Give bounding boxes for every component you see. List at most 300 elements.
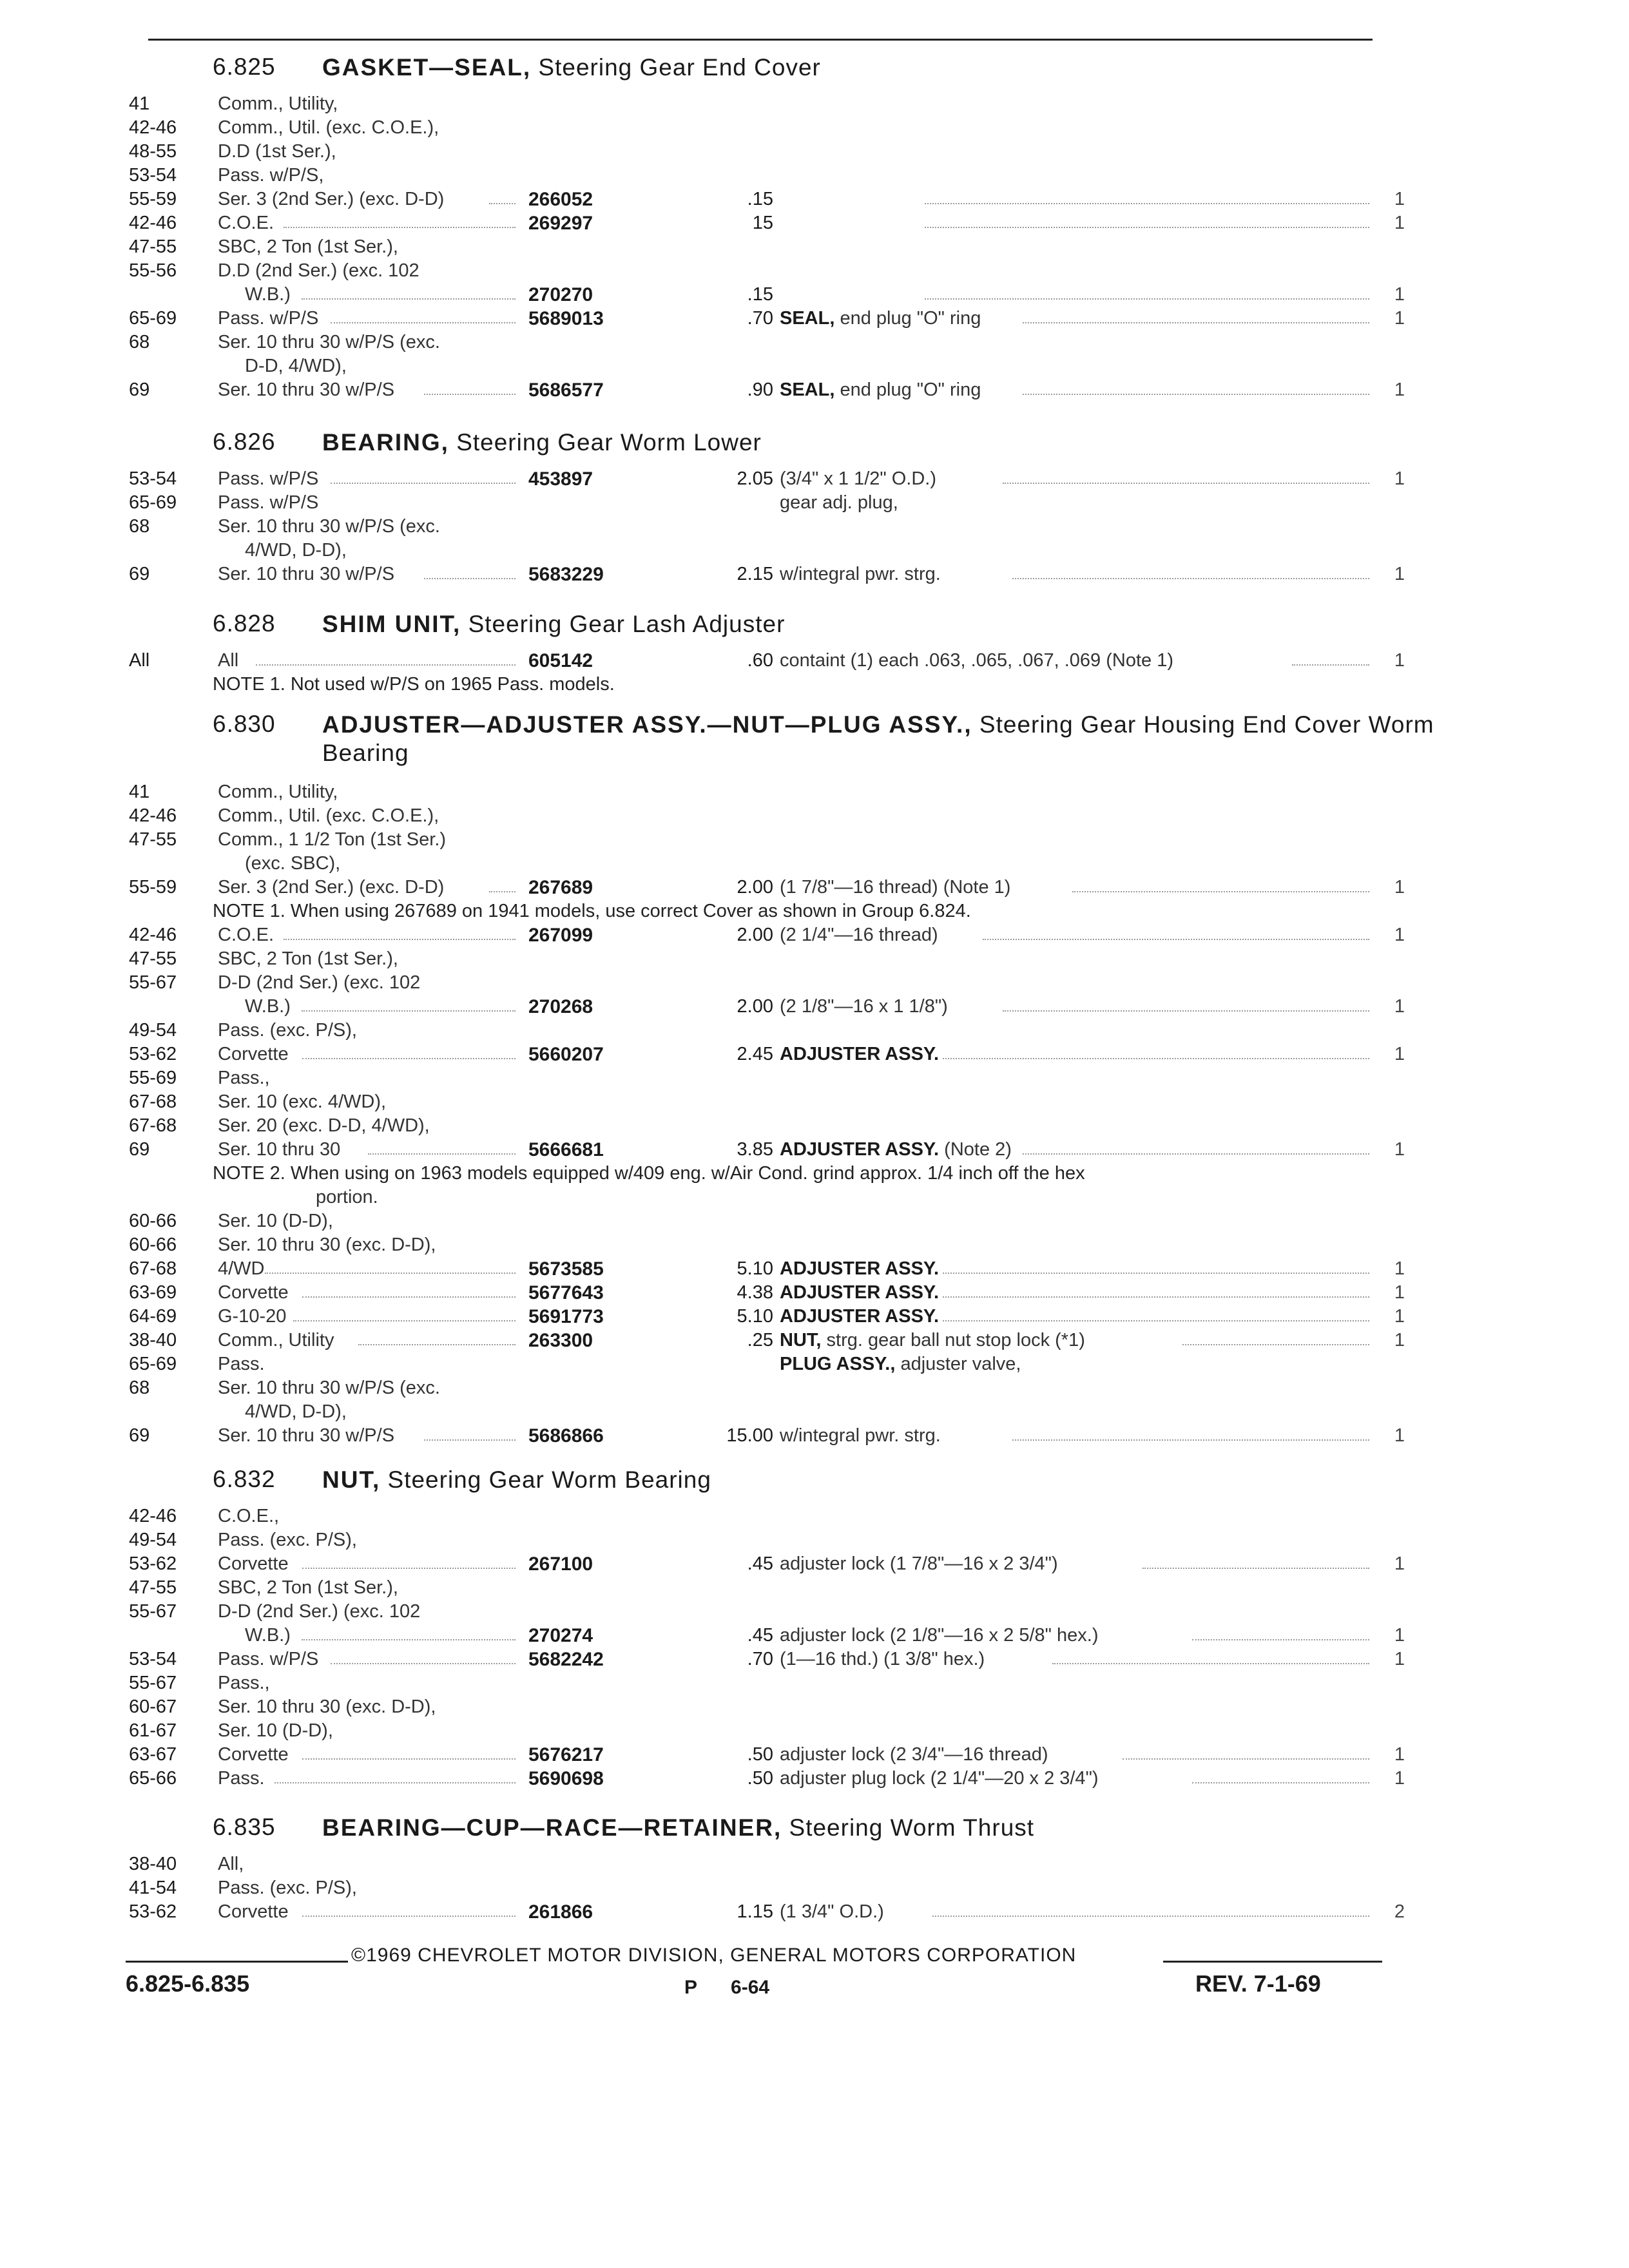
dot-leader-application xyxy=(284,939,516,940)
list-price: .50 xyxy=(747,1768,773,1789)
section-heading xyxy=(129,1814,1495,1854)
description-text: adjuster lock (1 7/8"—16 x 2 3/4") xyxy=(780,1553,1058,1574)
parts-row xyxy=(129,1258,1495,1282)
model-years: 55-59 xyxy=(129,189,177,209)
quantity: 1 xyxy=(1394,1553,1405,1574)
section-title-subject: Steering Gear Worm Lower xyxy=(456,429,762,456)
dot-leader xyxy=(943,1273,1369,1274)
application: Corvette xyxy=(218,1901,289,1922)
model-years: 69 xyxy=(129,1425,150,1446)
application: Ser. 10 (exc. 4/WD), xyxy=(218,1091,387,1112)
part-description xyxy=(780,1649,985,1670)
note-line xyxy=(129,901,1495,925)
dot-leader-application xyxy=(302,1916,516,1917)
part-number: 5686866 xyxy=(528,1425,604,1446)
part-number: 5676217 xyxy=(528,1744,604,1765)
model-years: 47-55 xyxy=(129,236,177,257)
dot-leader-application xyxy=(302,1010,516,1012)
application: 4/WD, D-D), xyxy=(245,1401,347,1422)
section-title xyxy=(322,1814,1482,1842)
model-years: 53-62 xyxy=(129,1901,177,1922)
dot-leader-application xyxy=(302,1058,516,1059)
dot-leader-application xyxy=(331,483,516,484)
parts-row xyxy=(129,1720,1495,1744)
model-years: 53-54 xyxy=(129,1649,177,1669)
section-6-828 xyxy=(129,610,1495,698)
section-6-835 xyxy=(129,1814,1495,1925)
model-years: 68 xyxy=(129,332,150,352)
application: 4/WD xyxy=(218,1258,265,1279)
application: W.B.) xyxy=(245,1625,291,1646)
quantity: 1 xyxy=(1394,564,1405,584)
dot-leader-application xyxy=(275,1782,516,1783)
list-price: 2.00 xyxy=(737,877,773,898)
quantity: 1 xyxy=(1394,996,1405,1017)
description-text: (2 1/8"—16 x 1 1/8") xyxy=(780,996,948,1017)
section-title xyxy=(322,610,1482,639)
model-years: 41 xyxy=(129,782,150,802)
model-years: 67-68 xyxy=(129,1115,177,1136)
model-years: 60-67 xyxy=(129,1696,177,1717)
part-number: 261866 xyxy=(528,1901,593,1923)
dot-leader xyxy=(1292,664,1369,666)
model-years: 55-67 xyxy=(129,1673,177,1693)
model-years: 42-46 xyxy=(129,117,177,138)
parts-row xyxy=(129,1401,1495,1425)
description-part-name: ADJUSTER ASSY. xyxy=(780,1258,940,1279)
model-years: 69 xyxy=(129,1139,150,1160)
description-part-name: PLUG ASSY., xyxy=(780,1354,896,1374)
note-text: NOTE 2. When using on 1963 models equipped w/409 eng. w/Air Cond. grind approx. 1/4 inch off the hex xyxy=(213,1163,1085,1184)
parts-row xyxy=(129,1553,1495,1577)
section-title-part: NUT, xyxy=(322,1466,381,1493)
list-price: .70 xyxy=(747,1649,773,1669)
dot-leader xyxy=(1003,1010,1369,1012)
parts-row xyxy=(129,260,1495,284)
quantity: 1 xyxy=(1394,1425,1405,1446)
model-years: 38-40 xyxy=(129,1330,177,1350)
application: D.D (2nd Ser.) (exc. 102 xyxy=(218,260,419,281)
section-heading xyxy=(129,53,1495,93)
quantity: 1 xyxy=(1394,213,1405,233)
footer-copyright: ©1969 CHEVROLET MOTOR DIVISION, GENERAL MOTORS CORPORATION xyxy=(351,1945,1077,1966)
application: G-10-20 xyxy=(218,1306,287,1327)
model-years: 47-55 xyxy=(129,829,177,850)
list-price: .90 xyxy=(747,380,773,400)
part-number: 267100 xyxy=(528,1553,593,1575)
model-years: 65-69 xyxy=(129,492,177,513)
model-years: 65-69 xyxy=(129,1354,177,1374)
quantity: 1 xyxy=(1394,650,1405,671)
section-heading xyxy=(129,610,1495,650)
application: Comm., Util. (exc. C.O.E.), xyxy=(218,117,439,138)
application: Ser. 20 (exc. D-D, 4/WD), xyxy=(218,1115,430,1136)
parts-row xyxy=(129,1878,1495,1901)
part-number: 5690698 xyxy=(528,1768,604,1789)
application: Corvette xyxy=(218,1553,289,1574)
parts-row xyxy=(129,1211,1495,1235)
part-description xyxy=(780,925,938,946)
list-price: 5.10 xyxy=(737,1306,773,1327)
section-title-part: BEARING, xyxy=(322,429,449,456)
parts-row xyxy=(129,1506,1495,1530)
description-text: adjuster valve, xyxy=(900,1354,1021,1374)
list-price: .50 xyxy=(747,1744,773,1765)
quantity: 1 xyxy=(1394,468,1405,489)
list-price: .60 xyxy=(747,650,773,671)
dot-leader-application xyxy=(293,1320,516,1321)
list-price: .25 xyxy=(747,1330,773,1350)
part-number: 270270 xyxy=(528,284,593,305)
part-description xyxy=(780,650,1173,671)
parts-row xyxy=(129,284,1495,308)
application: W.B.) xyxy=(245,284,291,305)
section-6-825 xyxy=(129,53,1495,403)
application: D-D (2nd Ser.) (exc. 102 xyxy=(218,1601,421,1622)
parts-row xyxy=(129,93,1495,117)
parts-row xyxy=(129,1577,1495,1601)
model-years: 47-55 xyxy=(129,1577,177,1598)
description-text: adjuster lock (2 1/8"—16 x 2 5/8" hex.) xyxy=(780,1625,1099,1646)
quantity: 1 xyxy=(1394,284,1405,305)
description-text: (1 3/4" O.D.) xyxy=(780,1901,884,1922)
dot-leader xyxy=(1182,1344,1369,1345)
dot-leader xyxy=(925,203,1369,204)
quantity: 1 xyxy=(1394,380,1405,400)
part-description xyxy=(780,1354,1021,1375)
description-part-name: ADJUSTER ASSY. xyxy=(780,1282,940,1303)
list-price: 3.85 xyxy=(737,1139,773,1160)
parts-row xyxy=(129,165,1495,189)
parts-row xyxy=(129,1354,1495,1378)
parts-row xyxy=(129,1854,1495,1878)
application: Comm., Utility xyxy=(218,1330,334,1350)
application: Ser. 10 thru 30 w/P/S (exc. xyxy=(218,332,440,352)
part-number: 5660207 xyxy=(528,1044,604,1065)
dot-leader xyxy=(932,1916,1369,1917)
application: Comm., 1 1/2 Ton (1st Ser.) xyxy=(218,829,447,850)
parts-row xyxy=(129,1044,1495,1068)
parts-row xyxy=(129,996,1495,1020)
application: Pass., xyxy=(218,1068,270,1088)
part-number: 267689 xyxy=(528,877,593,898)
list-price: 5.10 xyxy=(737,1258,773,1279)
parts-row xyxy=(129,853,1495,877)
list-price: 2.45 xyxy=(737,1044,773,1064)
section-title-part: ADJUSTER—ADJUSTER ASSY.—NUT—PLUG ASSY., xyxy=(322,711,972,738)
part-description xyxy=(780,1901,884,1923)
model-years: 53-62 xyxy=(129,1553,177,1574)
part-number: 267099 xyxy=(528,925,593,946)
parts-row xyxy=(129,356,1495,380)
dot-leader-application xyxy=(331,322,516,323)
dot-leader xyxy=(1012,1439,1369,1441)
note-text: NOTE 1. When using 267689 on 1941 models, use correct Cover as shown in Group 6.824. xyxy=(213,901,971,921)
dot-leader-application xyxy=(358,1344,516,1345)
dot-leader-application xyxy=(424,578,516,579)
parts-row xyxy=(129,236,1495,260)
part-description xyxy=(780,1282,939,1303)
parts-row xyxy=(129,877,1495,901)
quantity: 1 xyxy=(1394,1625,1405,1646)
list-price: 4.38 xyxy=(737,1282,773,1303)
part-number: 5673585 xyxy=(528,1258,604,1280)
description-text: (2 1/4"—16 thread) xyxy=(780,925,938,945)
parts-row xyxy=(129,650,1495,674)
dot-leader xyxy=(1023,1153,1369,1155)
footer-rule-right xyxy=(1163,1961,1382,1963)
model-years: 41 xyxy=(129,93,150,114)
list-price: .45 xyxy=(747,1553,773,1574)
part-description xyxy=(780,1330,1085,1351)
application: Corvette xyxy=(218,1282,289,1303)
description-part-name: NUT, xyxy=(780,1330,822,1350)
application: Pass. w/P/S xyxy=(218,492,319,513)
application: Ser. 10 thru 30 (exc. D-D), xyxy=(218,1235,436,1255)
model-years: 67-68 xyxy=(129,1258,177,1279)
parts-row xyxy=(129,1091,1495,1115)
part-description xyxy=(780,1258,939,1280)
description-text: (3/4" x 1 1/2" O.D.) xyxy=(780,468,937,489)
application: Corvette xyxy=(218,1744,289,1765)
list-price: 2.05 xyxy=(737,468,773,489)
dot-leader xyxy=(1023,322,1369,323)
description-text: w/integral pwr. strg. xyxy=(780,564,941,584)
footer-group-range: 6.825-6.835 xyxy=(126,1970,250,1997)
parts-row xyxy=(129,141,1495,165)
quantity: 1 xyxy=(1394,925,1405,945)
dot-leader-application xyxy=(489,891,516,892)
part-description xyxy=(780,1768,1099,1789)
parts-row xyxy=(129,1306,1495,1330)
section-title-subject: Steering Gear Worm Bearing xyxy=(387,1466,711,1493)
application: 4/WD, D-D), xyxy=(245,540,347,561)
application: All xyxy=(218,650,239,671)
quantity: 1 xyxy=(1394,1330,1405,1350)
parts-row xyxy=(129,380,1495,403)
model-years: 63-69 xyxy=(129,1282,177,1303)
application: Pass. w/P/S xyxy=(218,1649,319,1669)
description-text: end plug "O" ring xyxy=(840,380,981,400)
dot-leader xyxy=(983,939,1369,940)
dot-leader xyxy=(1123,1758,1369,1760)
parts-row xyxy=(129,332,1495,356)
model-years: 55-56 xyxy=(129,260,177,281)
dot-leader xyxy=(1192,1639,1369,1640)
note-line xyxy=(129,1187,1495,1211)
part-description xyxy=(780,1306,939,1327)
section-number: 6.835 xyxy=(213,1814,276,1840)
application: Ser. 10 thru 30 w/P/S xyxy=(218,564,395,584)
quantity: 1 xyxy=(1394,308,1405,329)
section-title xyxy=(322,1466,1482,1494)
model-years: 53-54 xyxy=(129,468,177,489)
description-text: (Note 2) xyxy=(944,1139,1012,1160)
part-number: 453897 xyxy=(528,468,593,490)
footer-rule-left xyxy=(126,1961,348,1963)
dot-leader xyxy=(1023,394,1369,395)
part-number: 5689013 xyxy=(528,308,604,329)
section-number: 6.828 xyxy=(213,610,276,637)
dot-leader xyxy=(1003,483,1369,484)
application: Comm., Util. (exc. C.O.E.), xyxy=(218,805,439,826)
part-number: 5682242 xyxy=(528,1649,604,1670)
list-price: 15.00 xyxy=(726,1425,773,1446)
model-years: 48-55 xyxy=(129,141,177,162)
model-years: 42-46 xyxy=(129,925,177,945)
application: Pass. xyxy=(218,1354,265,1374)
application: SBC, 2 Ton (1st Ser.), xyxy=(218,236,398,257)
application: C.O.E. xyxy=(218,213,275,233)
section-number: 6.830 xyxy=(213,711,276,737)
section-title xyxy=(322,711,1482,767)
part-description xyxy=(780,1744,1048,1765)
application: W.B.) xyxy=(245,996,291,1017)
model-years: 41-54 xyxy=(129,1878,177,1898)
parts-row xyxy=(129,925,1495,948)
part-description xyxy=(780,1553,1058,1575)
list-price: .45 xyxy=(747,1625,773,1646)
dot-leader xyxy=(925,227,1369,228)
parts-row xyxy=(129,540,1495,564)
part-number: 605142 xyxy=(528,650,593,671)
application: Ser. 10 (D-D), xyxy=(218,1211,333,1231)
parts-row xyxy=(129,1068,1495,1091)
parts-row xyxy=(129,117,1495,141)
model-years: 42-46 xyxy=(129,213,177,233)
dot-leader-application xyxy=(489,203,516,204)
parts-row xyxy=(129,948,1495,972)
model-years: 53-62 xyxy=(129,1044,177,1064)
dot-leader xyxy=(1072,891,1369,892)
quantity: 1 xyxy=(1394,877,1405,898)
application: SBC, 2 Ton (1st Ser.), xyxy=(218,1577,398,1598)
list-price: 2.00 xyxy=(737,925,773,945)
parts-row xyxy=(129,213,1495,236)
parts-row xyxy=(129,1744,1495,1768)
application: Ser. 10 thru 30 w/P/S (exc. xyxy=(218,1378,440,1398)
description-text: gear adj. plug, xyxy=(780,492,898,513)
model-years: 65-69 xyxy=(129,308,177,329)
application: Comm., Utility, xyxy=(218,93,338,114)
parts-row xyxy=(129,189,1495,213)
footer-page-prefix: P xyxy=(684,1977,698,1998)
section-6-832 xyxy=(129,1466,1495,1792)
application: C.O.E., xyxy=(218,1506,280,1526)
quantity: 1 xyxy=(1394,1306,1405,1327)
dot-leader xyxy=(1142,1568,1369,1569)
application: Pass. (exc. P/S), xyxy=(218,1878,357,1898)
section-title-part: BEARING—CUP—RACE—RETAINER, xyxy=(322,1814,782,1841)
application: SBC, 2 Ton (1st Ser.), xyxy=(218,948,398,969)
part-description xyxy=(780,308,981,329)
list-price: .70 xyxy=(747,308,773,329)
model-years: 55-59 xyxy=(129,877,177,898)
application: Ser. 10 thru 30 w/P/S (exc. xyxy=(218,516,440,537)
part-description xyxy=(780,492,898,514)
footer-revision: REV. 7-1-69 xyxy=(1195,1970,1321,1997)
dot-leader-application xyxy=(302,1296,516,1298)
note-line xyxy=(129,674,1495,698)
model-years: 68 xyxy=(129,516,150,537)
model-years: 49-54 xyxy=(129,1020,177,1041)
description-part-name: ADJUSTER ASSY. xyxy=(780,1306,940,1327)
application: Pass. w/P/S xyxy=(218,308,319,329)
part-number: 5686577 xyxy=(528,380,604,401)
parts-row xyxy=(129,1696,1495,1720)
application: Ser. 3 (2nd Ser.) (exc. D-D) xyxy=(218,189,445,209)
list-price: .15 xyxy=(747,189,773,209)
model-years: 60-66 xyxy=(129,1235,177,1255)
model-years: 64-69 xyxy=(129,1306,177,1327)
application: Ser. 10 thru 30 w/P/S xyxy=(218,1425,395,1446)
part-description xyxy=(780,1139,1012,1160)
note-line xyxy=(129,1163,1495,1187)
section-6-830 xyxy=(129,711,1495,1449)
note-text-continued: portion. xyxy=(316,1187,378,1207)
parts-row xyxy=(129,1235,1495,1258)
part-number: 5677643 xyxy=(528,1282,604,1303)
list-price: 2.00 xyxy=(737,996,773,1017)
model-years: 47-55 xyxy=(129,948,177,969)
application: Pass. w/P/S xyxy=(218,468,319,489)
parts-row xyxy=(129,1330,1495,1354)
description-text: (1—16 thd.) (1 3/8" hex.) xyxy=(780,1649,985,1669)
model-years: 65-66 xyxy=(129,1768,177,1789)
model-years: 67-68 xyxy=(129,1091,177,1112)
section-number: 6.832 xyxy=(213,1466,276,1492)
section-heading xyxy=(129,1466,1495,1506)
application: Ser. 10 thru 30 w/P/S xyxy=(218,380,395,400)
list-price: 2.15 xyxy=(737,564,773,584)
description-text: w/integral pwr. strg. xyxy=(780,1425,941,1446)
parts-row xyxy=(129,1115,1495,1139)
part-description xyxy=(780,380,981,401)
description-part-name: SEAL, xyxy=(780,380,835,400)
dot-leader-application xyxy=(302,1639,516,1640)
parts-row xyxy=(129,1601,1495,1625)
section-heading xyxy=(129,711,1495,782)
parts-row xyxy=(129,1673,1495,1696)
model-years: 38-40 xyxy=(129,1854,177,1874)
dot-leader-application xyxy=(331,1663,516,1664)
application: Pass. w/P/S, xyxy=(218,165,324,186)
part-number: 5666681 xyxy=(528,1139,604,1160)
parts-row xyxy=(129,516,1495,540)
footer-page-number: 6-64 xyxy=(731,1977,770,1998)
part-description xyxy=(780,1425,941,1446)
parts-row xyxy=(129,1425,1495,1449)
application: Pass. xyxy=(218,1768,265,1789)
part-number: 270274 xyxy=(528,1625,593,1646)
parts-row xyxy=(129,805,1495,829)
part-number: 263300 xyxy=(528,1330,593,1351)
dot-leader xyxy=(943,1058,1369,1059)
dot-leader xyxy=(943,1320,1369,1321)
dot-leader-application xyxy=(302,1568,516,1569)
quantity: 1 xyxy=(1394,1768,1405,1789)
dot-leader-application xyxy=(368,1153,516,1155)
parts-row xyxy=(129,782,1495,805)
description-part-name: ADJUSTER ASSY. xyxy=(780,1044,940,1064)
parts-row xyxy=(129,1901,1495,1925)
section-title-part: GASKET—SEAL, xyxy=(322,54,532,81)
part-description xyxy=(780,564,941,585)
application: Ser. 3 (2nd Ser.) (exc. D-D) xyxy=(218,877,445,898)
quantity: 1 xyxy=(1394,1258,1405,1279)
model-years: All xyxy=(129,650,150,671)
dot-leader xyxy=(943,1296,1369,1298)
